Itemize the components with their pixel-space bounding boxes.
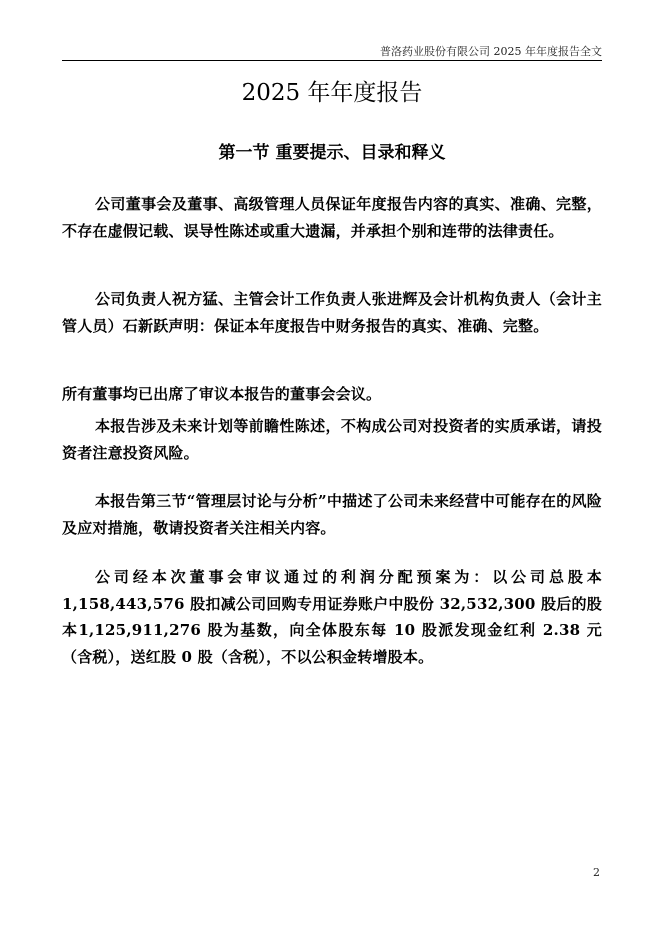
section-heading: 第一节 重要提示、目录和释义 [218, 143, 446, 163]
header-divider [62, 60, 602, 61]
paragraph-profit-distribution: 公司经本次董事会审议通过的利润分配预案为：以公司总股本1,158,443,576 股扣减公司回购专用证券账户中股份 32,532,300 股后的股本1,125,911,276 股为基数，向全体股东每 10 股派发现金红利 2.38 元（含税），送红股 0 股（含税），不以公积金转增股本。 [62, 568, 602, 666]
page-number: 2 [593, 866, 600, 879]
paragraph-attendance: 所有董事均已出席了审议本报告的董事会会议。 [62, 385, 382, 403]
paragraph-forward-looking: 本报告涉及未来计划等前瞻性陈述，不构成公司对投资者的实质承诺，请投资者注意投资风险。 [62, 417, 602, 462]
paragraph-responsible-persons: 公司负责人祝方猛、主管会计工作负责人张进辉及会计机构负责人（会计主管人员）石新跃声明：保证本年度报告中财务报告的真实、准确、完整。 [62, 290, 602, 335]
paragraph-risk-notice: 本报告第三节“管理层讨论与分析”中描述了公司未来经营中可能存在的风险及应对措施，敬请投资者关注相关内容。 [62, 492, 602, 537]
paragraph-board-guarantee: 公司董事会及董事、高级管理人员保证年度报告内容的真实、准确、完整，不存在虚假记载、误导性陈述或重大遗漏，并承担个别和连带的法律责任。 [62, 195, 602, 240]
document-title: 2025 年年度报告 [241, 80, 423, 106]
running-header: 普洛药业股份有限公司 2025 年年度报告全文 [380, 45, 602, 58]
